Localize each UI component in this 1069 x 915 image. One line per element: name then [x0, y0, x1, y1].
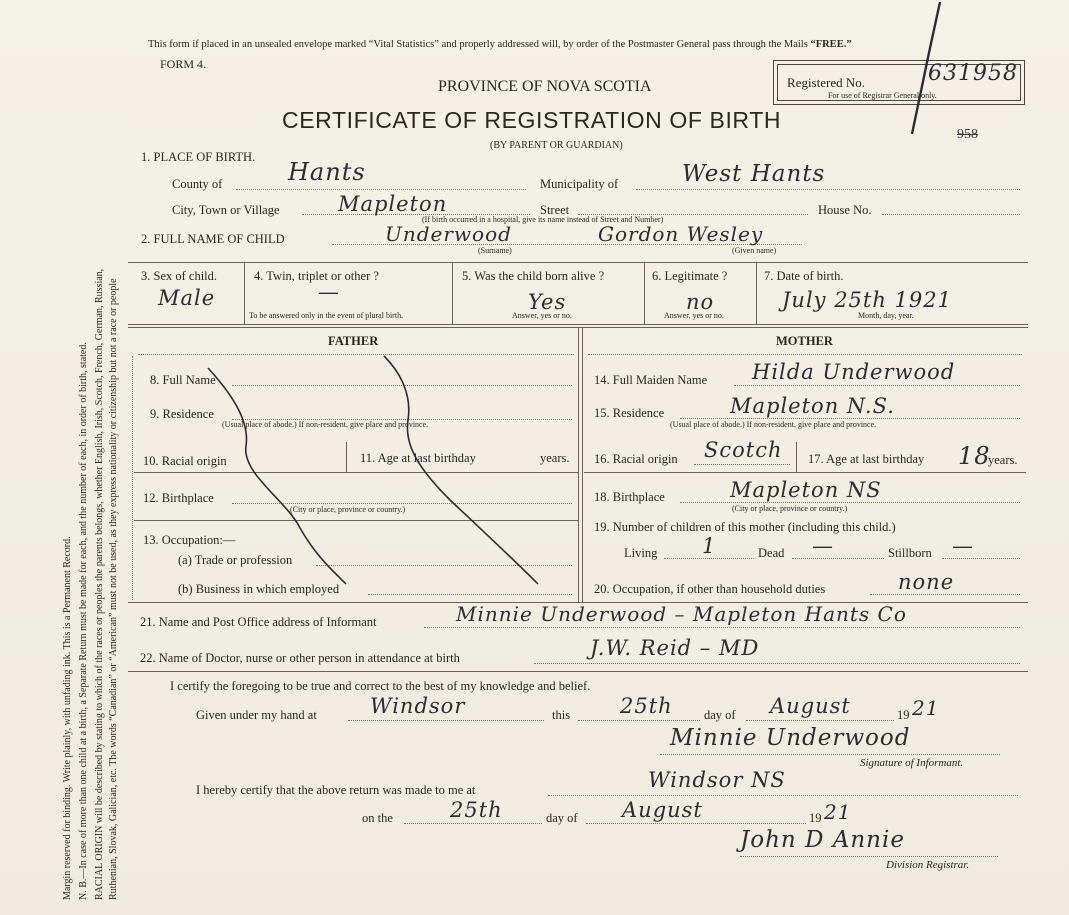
stillborn-label: Stillborn [888, 546, 932, 560]
mother-occupation-label: 20. Occupation, if other than household duties [594, 582, 826, 596]
municipality-value: West Hants [682, 161, 826, 187]
father-age-label: 11. Age at last birthday [360, 451, 476, 465]
sex-label: 3. Sex of child. [141, 269, 218, 283]
given-month-value: August [770, 694, 851, 718]
informant-label: 21. Name and Post Office address of Informant [140, 615, 377, 629]
date-of-birth-label: 7. Date of birth. [764, 269, 844, 283]
mother-occupation-value: none [898, 570, 955, 594]
side-note-racial-origin: RACIAL ORIGIN will be described by stating to which of the races or peoples the parents belongs, whether English, Irish, Scotch, French, German, Russian, [94, 268, 105, 900]
given-under-label: Given under my hand at [196, 708, 317, 722]
father-trade-label: (a) Trade or profession [178, 553, 293, 567]
street-label: Street [540, 203, 570, 217]
doctor-label: 22. Name of Doctor, nurse or other person in attendance at birth [140, 651, 460, 665]
division-registrar-label: Division Registrar. [886, 859, 970, 871]
registrar-check-stroke [912, 2, 940, 134]
side-note-multiple-birth: N. B.—In case of more than one child at a birth, a Separate Return must be made for each, and the number of each, in order of birth, stated. [78, 342, 89, 900]
side-note-binding: Margin reserved for binding. Write plainly, with unfading ink. This is a Permanent Record. [62, 536, 73, 900]
dead-label: Dead [758, 546, 785, 560]
legitimate-label: 6. Legitimate ? [652, 269, 728, 283]
mother-birthplace-label: 18. Birthplace [594, 490, 665, 504]
twin-label: 4. Twin, triplet or other ? [254, 269, 379, 283]
certificate-title: CERTIFICATE OF REGISTRATION OF BIRTH [282, 107, 782, 133]
date-of-birth-value: July 25th 1921 [782, 288, 953, 312]
form-number: FORM 4. [160, 57, 207, 71]
registration-number: 631958 [928, 61, 1018, 86]
mother-birthplace-value: Mapleton NS [730, 478, 882, 502]
mother-age-value: 18 [958, 442, 991, 470]
father-business-label: (b) Business in which employed [178, 582, 340, 596]
registrar-day-of-label: day of [546, 811, 578, 825]
registrar-year-value: 21 [824, 800, 852, 824]
alive-label: 5. Was the child born alive ? [462, 269, 605, 283]
hospital-note: (If birth occurred in a hospital, give its name instead of Street and Number) [422, 215, 664, 224]
mother-children-label: 19. Number of children of this mother (including this child.) [594, 520, 896, 534]
twin-value: — [318, 280, 340, 304]
mother-age-label: 17. Age at last birthday [808, 452, 925, 466]
mother-heading: MOTHER [776, 334, 833, 348]
registrar-signature: John D Annie [740, 827, 905, 853]
margin-number: 958 [957, 127, 978, 142]
registered-label: Registered No. [787, 75, 865, 90]
informant-value: Minnie Underwood – Mapleton Hants Co [456, 602, 907, 626]
postal-notice: This form if placed in an unsealed envelope marked “Vital Statistics” and properly addressed will, by order of the Postmaster General pass through the Mails “FREE.” [148, 39, 852, 50]
child-given-names: Gordon Wesley [598, 222, 764, 246]
registrar-note: For use of Registrar General only. [828, 91, 937, 100]
mother-maiden-label: 14. Full Maiden Name [594, 373, 708, 387]
father-cancel-stroke-2 [384, 356, 538, 584]
full-name-label: 2. FULL NAME OF CHILD [141, 232, 285, 246]
legitimate-value: no [686, 290, 715, 314]
given-year-value: 21 [912, 696, 940, 720]
given-name-note: (Given name) [732, 246, 777, 255]
registrar-month-value: August [622, 798, 703, 822]
mother-abode-note: (Usual place of abode.) If non-resident, give place and province. [670, 420, 877, 429]
signature-of-informant-label: Signature of Informant. [860, 757, 964, 769]
county-value: Hants [288, 158, 366, 186]
father-occupation-label: 13. Occupation:— [143, 533, 236, 547]
alive-value: Yes [528, 290, 567, 314]
father-heading: FATHER [328, 334, 379, 348]
father-birthplace-label: 12. Birthplace [143, 491, 214, 505]
mother-residence-value: Mapleton N.S. [730, 394, 895, 418]
father-years-label: years. [540, 451, 570, 465]
given-at-value: Windsor [370, 694, 466, 718]
date-note: Month, day, year. [858, 311, 914, 320]
county-label: County of [172, 177, 223, 191]
informant-signature: Minnie Underwood [670, 725, 911, 751]
hereby-statement: I hereby certify that the above return was made to me at [196, 783, 476, 797]
this-label: this [552, 708, 571, 722]
registrar-year-prefix: 19 [809, 811, 822, 825]
house-no-label: House No. [818, 203, 872, 217]
father-birthplace-note: (City or place, province or country.) [290, 505, 406, 514]
dead-value: — [812, 534, 834, 558]
father-cancel-stroke-1 [208, 368, 346, 584]
given-year-prefix: 19 [897, 708, 910, 722]
registrar-place-value: Windsor NS [648, 768, 786, 792]
mother-residence-label: 15. Residence [594, 406, 665, 420]
certify-statement: I certify the foregoing to be true and correct to the best of my knowledge and belief. [170, 679, 591, 693]
alive-note: Answer, yes or no. [512, 311, 572, 320]
mother-racial-label: 16. Racial origin [594, 452, 678, 466]
mother-birthplace-note: (City or place, province or country.) [732, 504, 848, 513]
given-day-value: 25th [620, 694, 673, 718]
father-racial-label: 10. Racial origin [143, 454, 227, 468]
mother-name-value: Hilda Underwood [752, 360, 956, 384]
side-note-nationality: Ruthenian, Slovak, Galician, etc. The words “Canadian” or “American” must not be used, as they express nationality or citizenship but not a race or people [108, 278, 119, 900]
surname-note: (Surname) [478, 246, 512, 255]
sex-value: Male [158, 286, 216, 310]
day-of-label: day of [704, 708, 736, 722]
father-abode-note: (Usual place of abode.) If non-resident, give place and province. [222, 420, 429, 429]
stillborn-value: — [952, 534, 974, 558]
municipality-label: Municipality of [540, 177, 619, 191]
province-heading: PROVINCE OF NOVA SCOTIA [438, 78, 652, 95]
registrar-day-value: 25th [450, 798, 503, 822]
doctor-value: J.W. Reid – MD [590, 636, 760, 660]
on-the-label: on the [362, 811, 393, 825]
mother-racial-value: Scotch [704, 438, 783, 462]
twin-note: To be answered only in the event of plural birth. [249, 311, 404, 320]
father-residence-label: 9. Residence [150, 407, 214, 421]
child-surname: Underwood [385, 222, 512, 246]
place-of-birth-label: 1. PLACE OF BIRTH. [141, 150, 256, 164]
city-value: Mapleton [338, 192, 448, 216]
living-label: Living [624, 546, 658, 560]
father-full-name-label: 8. Full Name [150, 373, 216, 387]
certificate-subtitle: (BY PARENT OR GUARDIAN) [490, 140, 623, 151]
mother-years-label: years. [988, 453, 1018, 467]
legitimate-note: Answer, yes or no. [664, 311, 724, 320]
city-label: City, Town or Village [172, 203, 280, 217]
living-value: 1 [702, 534, 717, 558]
